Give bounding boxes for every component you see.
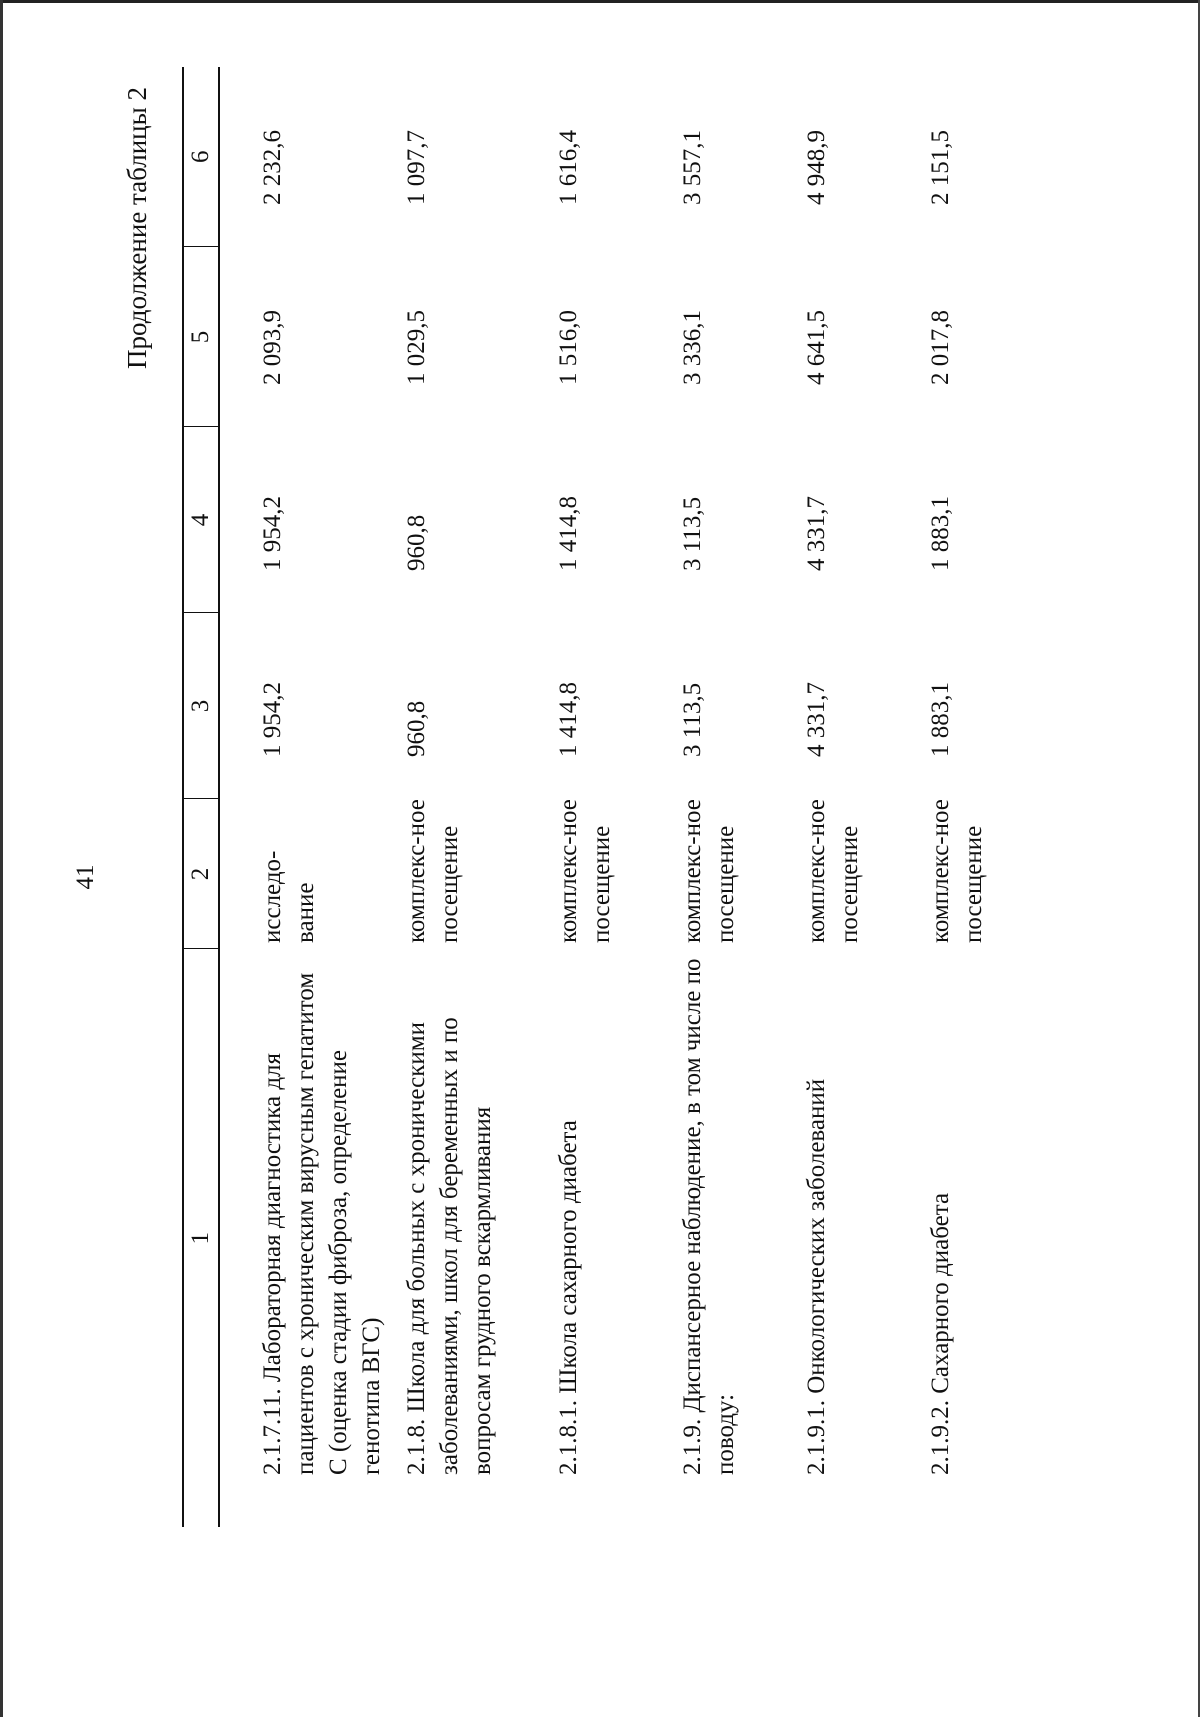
row-value-col5: 2 017,8 <box>927 310 954 385</box>
row-name: 2.1.8.1. Школа сахарного диабета <box>555 1120 582 1475</box>
column-header-4: 4 <box>183 427 219 613</box>
row-value-col5: 1 516,0 <box>555 310 582 385</box>
row-value-col3: 1 414,8 <box>555 682 582 757</box>
page-number: 41 <box>72 864 99 890</box>
row-value-col4: 1 414,8 <box>555 496 582 571</box>
row-unit: исследо-вание <box>259 850 319 943</box>
row-value-col3: 960,8 <box>403 700 430 757</box>
row-value-col5: 1 029,5 <box>403 310 430 385</box>
table-header-row <box>183 67 219 1527</box>
row-value-col6: 2 232,6 <box>259 130 286 205</box>
row-value-col3: 1 883,1 <box>927 682 954 757</box>
tariff-table <box>182 67 1048 1527</box>
row-unit: комплекс-ное посещение <box>403 799 463 943</box>
table-row <box>800 67 924 1527</box>
row-value-col4: 4 331,7 <box>803 496 830 571</box>
row-value-col5: 2 093,9 <box>259 310 286 385</box>
row-name: 2.1.9. Диспансерное наблюдение, в том числе по поводу: <box>679 958 739 1475</box>
row-unit: комплекс-ное посещение <box>927 799 987 943</box>
row-value-col4: 1 883,1 <box>927 496 954 571</box>
row-value-col3: 4 331,7 <box>803 682 830 757</box>
row-value-col5: 3 336,1 <box>679 310 706 385</box>
row-value-col4: 1 954,2 <box>259 496 286 571</box>
column-header-1: 1 <box>183 949 219 1527</box>
row-name: 2.1.7.11. Лабораторная диагностика для пациентов с хроническим вирусным гепатитом С (оценка стадии фиброза, определение генотипа ВГС) <box>259 972 385 1475</box>
column-header-2: 2 <box>183 799 219 949</box>
row-name: 2.1.9.1. Онкологических заболеваний <box>803 1078 830 1475</box>
row-value-col5: 4 641,5 <box>803 310 830 385</box>
row-value-col6: 1 616,4 <box>555 130 582 205</box>
row-value-col4: 960,8 <box>403 514 430 571</box>
column-header-5: 5 <box>183 247 219 427</box>
column-header-3: 3 <box>183 613 219 799</box>
row-value-col4: 3 113,5 <box>679 496 706 571</box>
row-value-col6: 1 097,7 <box>403 130 430 205</box>
row-value-col6: 2 151,5 <box>927 130 954 205</box>
row-name: 2.1.8. Школа для больных с хроническими заболеваниями, школ для беременных и по вопросам грудного вскармливания <box>403 1017 496 1475</box>
row-unit: комплекс-ное посещение <box>803 799 863 943</box>
row-unit: комплекс-ное посещение <box>555 799 615 943</box>
table-row <box>676 67 800 1527</box>
table-row <box>552 67 676 1527</box>
row-value-col6: 3 557,1 <box>679 130 706 205</box>
row-value-col3: 1 954,2 <box>259 682 286 757</box>
column-header-6: 6 <box>183 67 219 247</box>
table-row <box>924 67 1048 1527</box>
table-row <box>219 67 400 1527</box>
row-value-col6: 4 948,9 <box>803 130 830 205</box>
row-value-col3: 3 113,5 <box>679 682 706 757</box>
row-unit: комплекс-ное посещение <box>679 799 739 943</box>
table-continuation-label: Продолжение таблицы 2 <box>122 87 152 369</box>
row-name: 2.1.9.2. Сахарного диабета <box>927 1192 954 1475</box>
table-row <box>400 67 552 1527</box>
